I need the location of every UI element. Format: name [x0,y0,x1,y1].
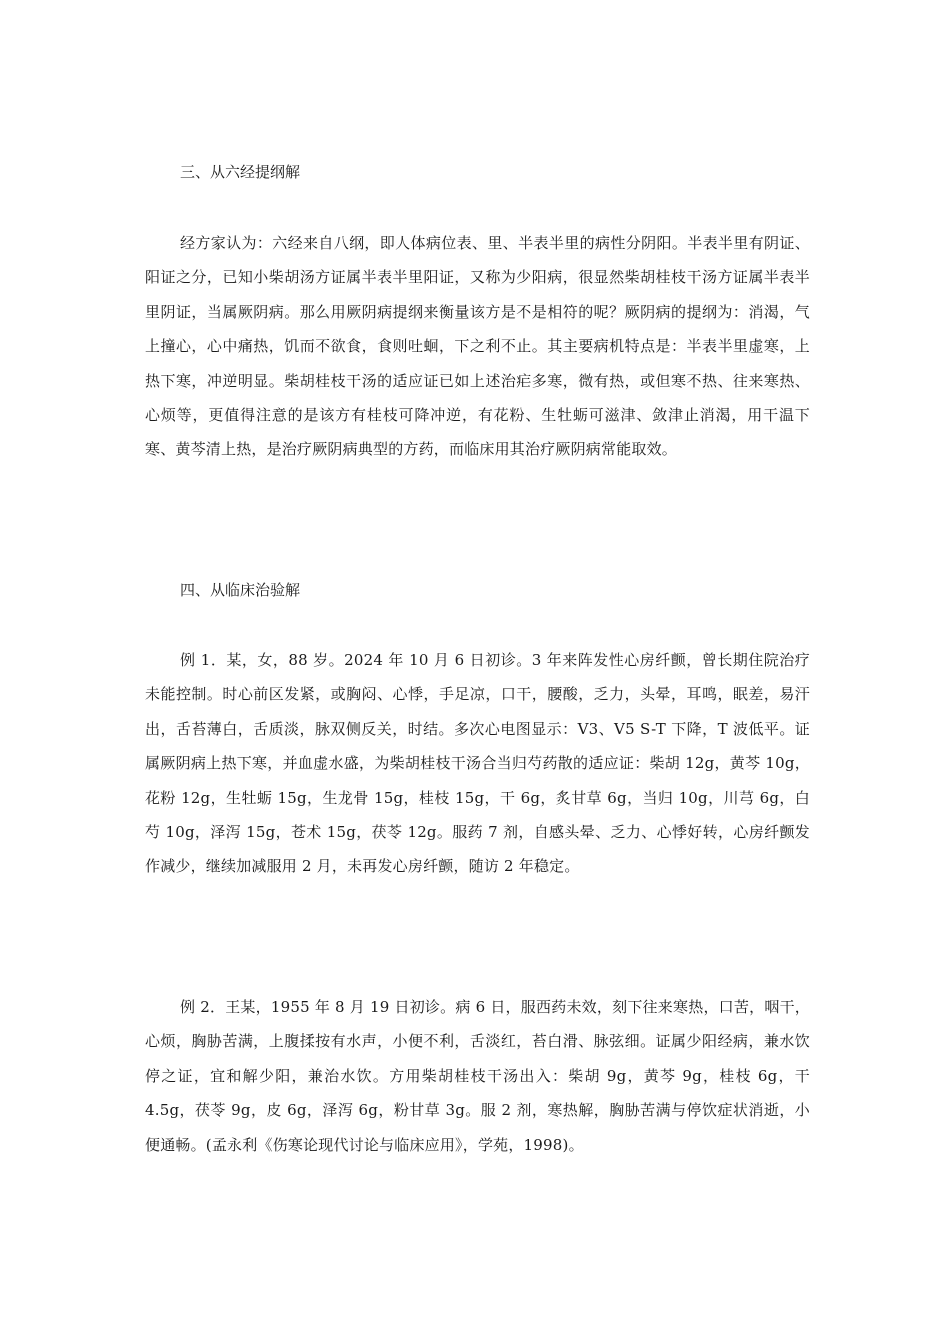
paragraph-case-2: 例 2．王某，1955 年 8 月 19 日初诊。病 6 日，服西药未效，刻下往来寒热，口苦，咽干，心烦，胸胁苦满，上腹揉按有水声，小便不利，舌淡红，苔白滑、脉弦细。证属少阳经病，兼水饮停之证，宜和解少阳，兼治水饮。方用柴胡桂枝干汤出入：柴胡 9g，黄芩 9g，桂枝 6g，干 4.5g，茯苓 9g，皮 6g，泽泻 6g，粉甘草 3g。服 2 剂，寒热解，胸胁苦满与停饮症状消逝，小便通畅。(孟永利《伤寒论现代讨论与临床应用》，学苑，1998)。 [145,998,810,1154]
paragraph-case-1: 例 1．某，女，88 岁。2024 年 10 月 6 日初诊。3 年来阵发性心房纤颤，曾长期住院治疗未能控制。时心前区发紧，或胸闷、心悸，手足凉，口干，腰酸，乏力，头晕，耳鸣，眠差，易汗出，舌苔薄白，舌质淡，脉双侧反关，时结。多次心电图显示：V3、V5 S-T 下降，T 波低平。证属厥阴病上热下寒，并血虚水盛，为柴胡桂枝干汤合当归芍药散的适应证：柴胡 12g，黄芩 10g，花粉 12g，生牡蛎 15g，生龙骨 15g，桂枝 15g，干 6g，炙甘草 6g，当归 10g，川芎 6g，白芍 10g，泽泻 15g，苍术 15g，茯苓 12g。服药 7 剂，自感头晕、乏力、心悸好转，心房纤颤发作减少，继续加减服用 2 月，未再发心房纤颤，随访 2 年稳定。 [145,651,810,876]
section-heading-clinical: 四、从临床治验解 [180,581,301,599]
paragraph-liujing-explanation: 经方家认为：六经来自八纲，即人体病位表、里、半表半里的病性分阴阳。半表半里有阴证、阳证之分，已知小柴胡汤方证属半表半里阳证，又称为少阳病，很显然柴胡桂枝干汤方证属半表半里阴证，当属厥阴病。那么用厥阴病提纲来衡量该方是不是相符的呢？厥阴病的提纲为：消渴，气上撞心，心中痛热，饥而不欲食，食则吐蛔，下之利不止。其主要病机特点是：半表半里虚寒，上热下寒，冲逆明显。柴胡桂枝干汤的适应证已如上述治疟多寒，微有热，或但寒不热、往来寒热、心烦等，更值得注意的是该方有桂枝可降冲逆，有花粉、生牡蛎可滋津、敛津止消渴，用干温下寒、黄芩清上热，是治疗厥阴病典型的方药，而临床用其治疗厥阴病常能取效。 [145,234,810,459]
section-heading-liujing: 三、从六经提纲解 [180,163,301,181]
